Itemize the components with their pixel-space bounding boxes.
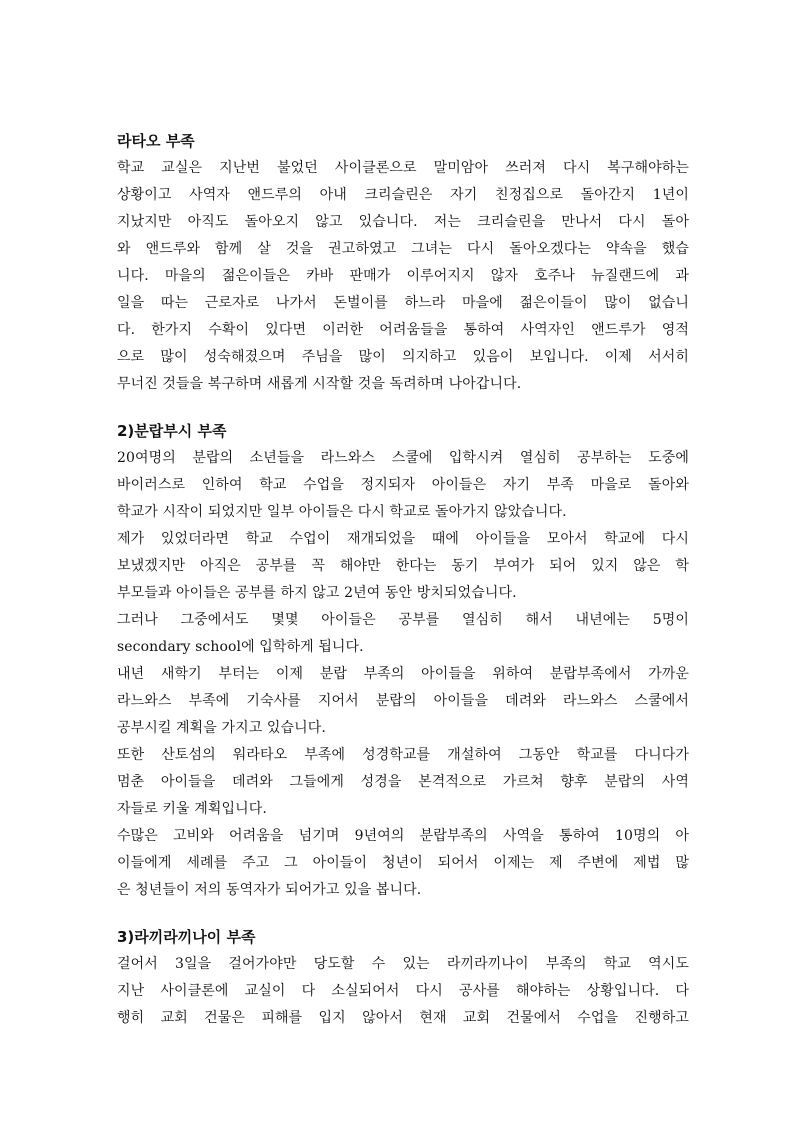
paragraph: [117, 445, 689, 526]
text-line: 무너진 것들을 복구하며 새롭게 시작할 것을 독려하며 나아갑니다.: [117, 376, 522, 392]
text-line: 20여명의 분랍의 소년들을 라느와스 스쿨에 입학시켜 열심히 공부하는 도중에: [117, 450, 689, 466]
paragraph: [117, 742, 689, 823]
paragraph: [117, 155, 689, 398]
text-line: 학교가 시작이 되었지만 일부 아이들은 다시 학교로 돌아가지 않았습니다.: [117, 504, 567, 520]
text-line: 학교 교실은 지난번 불었던 사이클론으로 말미암아 쓰러져 다시 복구해야하는: [117, 160, 689, 176]
text-line: 상황이고 사역자 앤드루의 아내 크리슬린은 자기 친정집으로 돌아간지 1년이: [117, 187, 689, 203]
text-line: 수많은 고비와 어려움을 넘기며 9년여의 분랍부족의 사역을 통하여 10명의 아: [117, 828, 689, 844]
text-line: 부모들과 아이들은 공부를 하지 않고 2년여 동안 방치되었습니다.: [117, 585, 517, 601]
text-line: 와 앤드루와 함께 살 것을 권고하였고 그녀는 다시 돌아오겠다는 약속을 했습: [117, 241, 689, 257]
text-line: 이들에게 세례를 주고 그 아이들이 청년이 되어서 이제는 제 주변에 제법 많: [117, 855, 689, 871]
text-line: 내년 새학기 부터는 이제 분랍 부족의 아이들을 위하여 분랍부족에서 가까운: [117, 666, 689, 682]
paragraph: [117, 526, 689, 607]
section-bunlap-bush-tribe: [117, 418, 689, 904]
text-line: 보냈겠지만 아직은 공부를 꼭 해야만 한다는 동기 부여가 되어 있지 않은 학: [117, 558, 689, 574]
paragraph: [117, 661, 689, 742]
paragraph: [117, 607, 689, 661]
text-line: 멈춘 아이들을 데려와 그들에게 성경을 본격적으로 가르쳐 향후 분랍의 사역: [117, 774, 689, 790]
text-line: 지난 사이클론에 교실이 다 소실되어서 다시 공사를 해야하는 상황입니다. 다: [117, 983, 689, 999]
text-line: 또한 산토섬의 워라타오 부족에 성경학교를 개설하여 그동안 학교를 다니다가: [117, 747, 689, 763]
text-line: secondary school에 입학하게 됩니다.: [117, 639, 364, 655]
text-line: 그러나 그중에서도 몇몇 아이들은 공부를 열심히 해서 내년에는 5명이: [117, 612, 689, 628]
text-line: 니다. 마을의 젊은이들은 카바 판매가 이루어지지 않자 호주나 뉴질랜드에 과: [117, 268, 689, 284]
text-line: 자들로 키울 계획입니다.: [117, 801, 267, 817]
section-heading: 2)분랍부시 부족: [117, 422, 227, 440]
document-page: [117, 128, 689, 1052]
text-line: 지났지만 아직도 돌아오지 않고 있습니다. 저는 크리슬린을 만나서 다시 돌아: [117, 214, 689, 230]
section-latao-tribe: [117, 128, 689, 398]
paragraph: [117, 951, 689, 1032]
text-line: 으로 많이 성숙해졌으며 주님을 많이 의지하고 있음이 보입니다. 이제 서서히: [117, 349, 689, 365]
text-line: 걸어서 3일을 걸어가야만 당도할 수 있는 라끼라끼나이 부족의 학교 역시도: [117, 956, 689, 972]
section-heading: 3)라끼라끼나이 부족: [117, 928, 256, 946]
section-heading: 라타오 부족: [117, 132, 195, 150]
text-line: 제가 있었더라면 학교 수업이 재개되었을 때에 아이들을 모아서 학교에 다시: [117, 531, 689, 547]
text-line: 행히 교회 건물은 피해를 입지 않아서 현재 교회 건물에서 수업을 진행하고: [117, 1010, 689, 1026]
section-rakirakinai-tribe: [117, 924, 689, 1032]
text-line: 라느와스 부족에 기숙사를 지어서 분랍의 아이들을 데려와 라느와스 스쿨에서: [117, 693, 689, 709]
paragraph: [117, 823, 689, 904]
text-line: 은 청년들이 저의 동역자가 되어가고 있을 봅니다.: [117, 882, 422, 898]
text-line: 다. 한가지 수확이 있다면 이러한 어려움들을 통하여 사역자인 앤드루가 영적: [117, 322, 689, 338]
text-line: 바이러스로 인하여 학교 수업을 정지되자 아이들은 자기 부족 마을로 돌아와: [117, 477, 689, 493]
text-line: 일을 따는 근로자로 나가서 돈벌이를 하느라 마을에 젊은이들이 많이 없습니: [117, 295, 689, 311]
text-line: 공부시킬 계획을 가지고 있습니다.: [117, 720, 326, 736]
